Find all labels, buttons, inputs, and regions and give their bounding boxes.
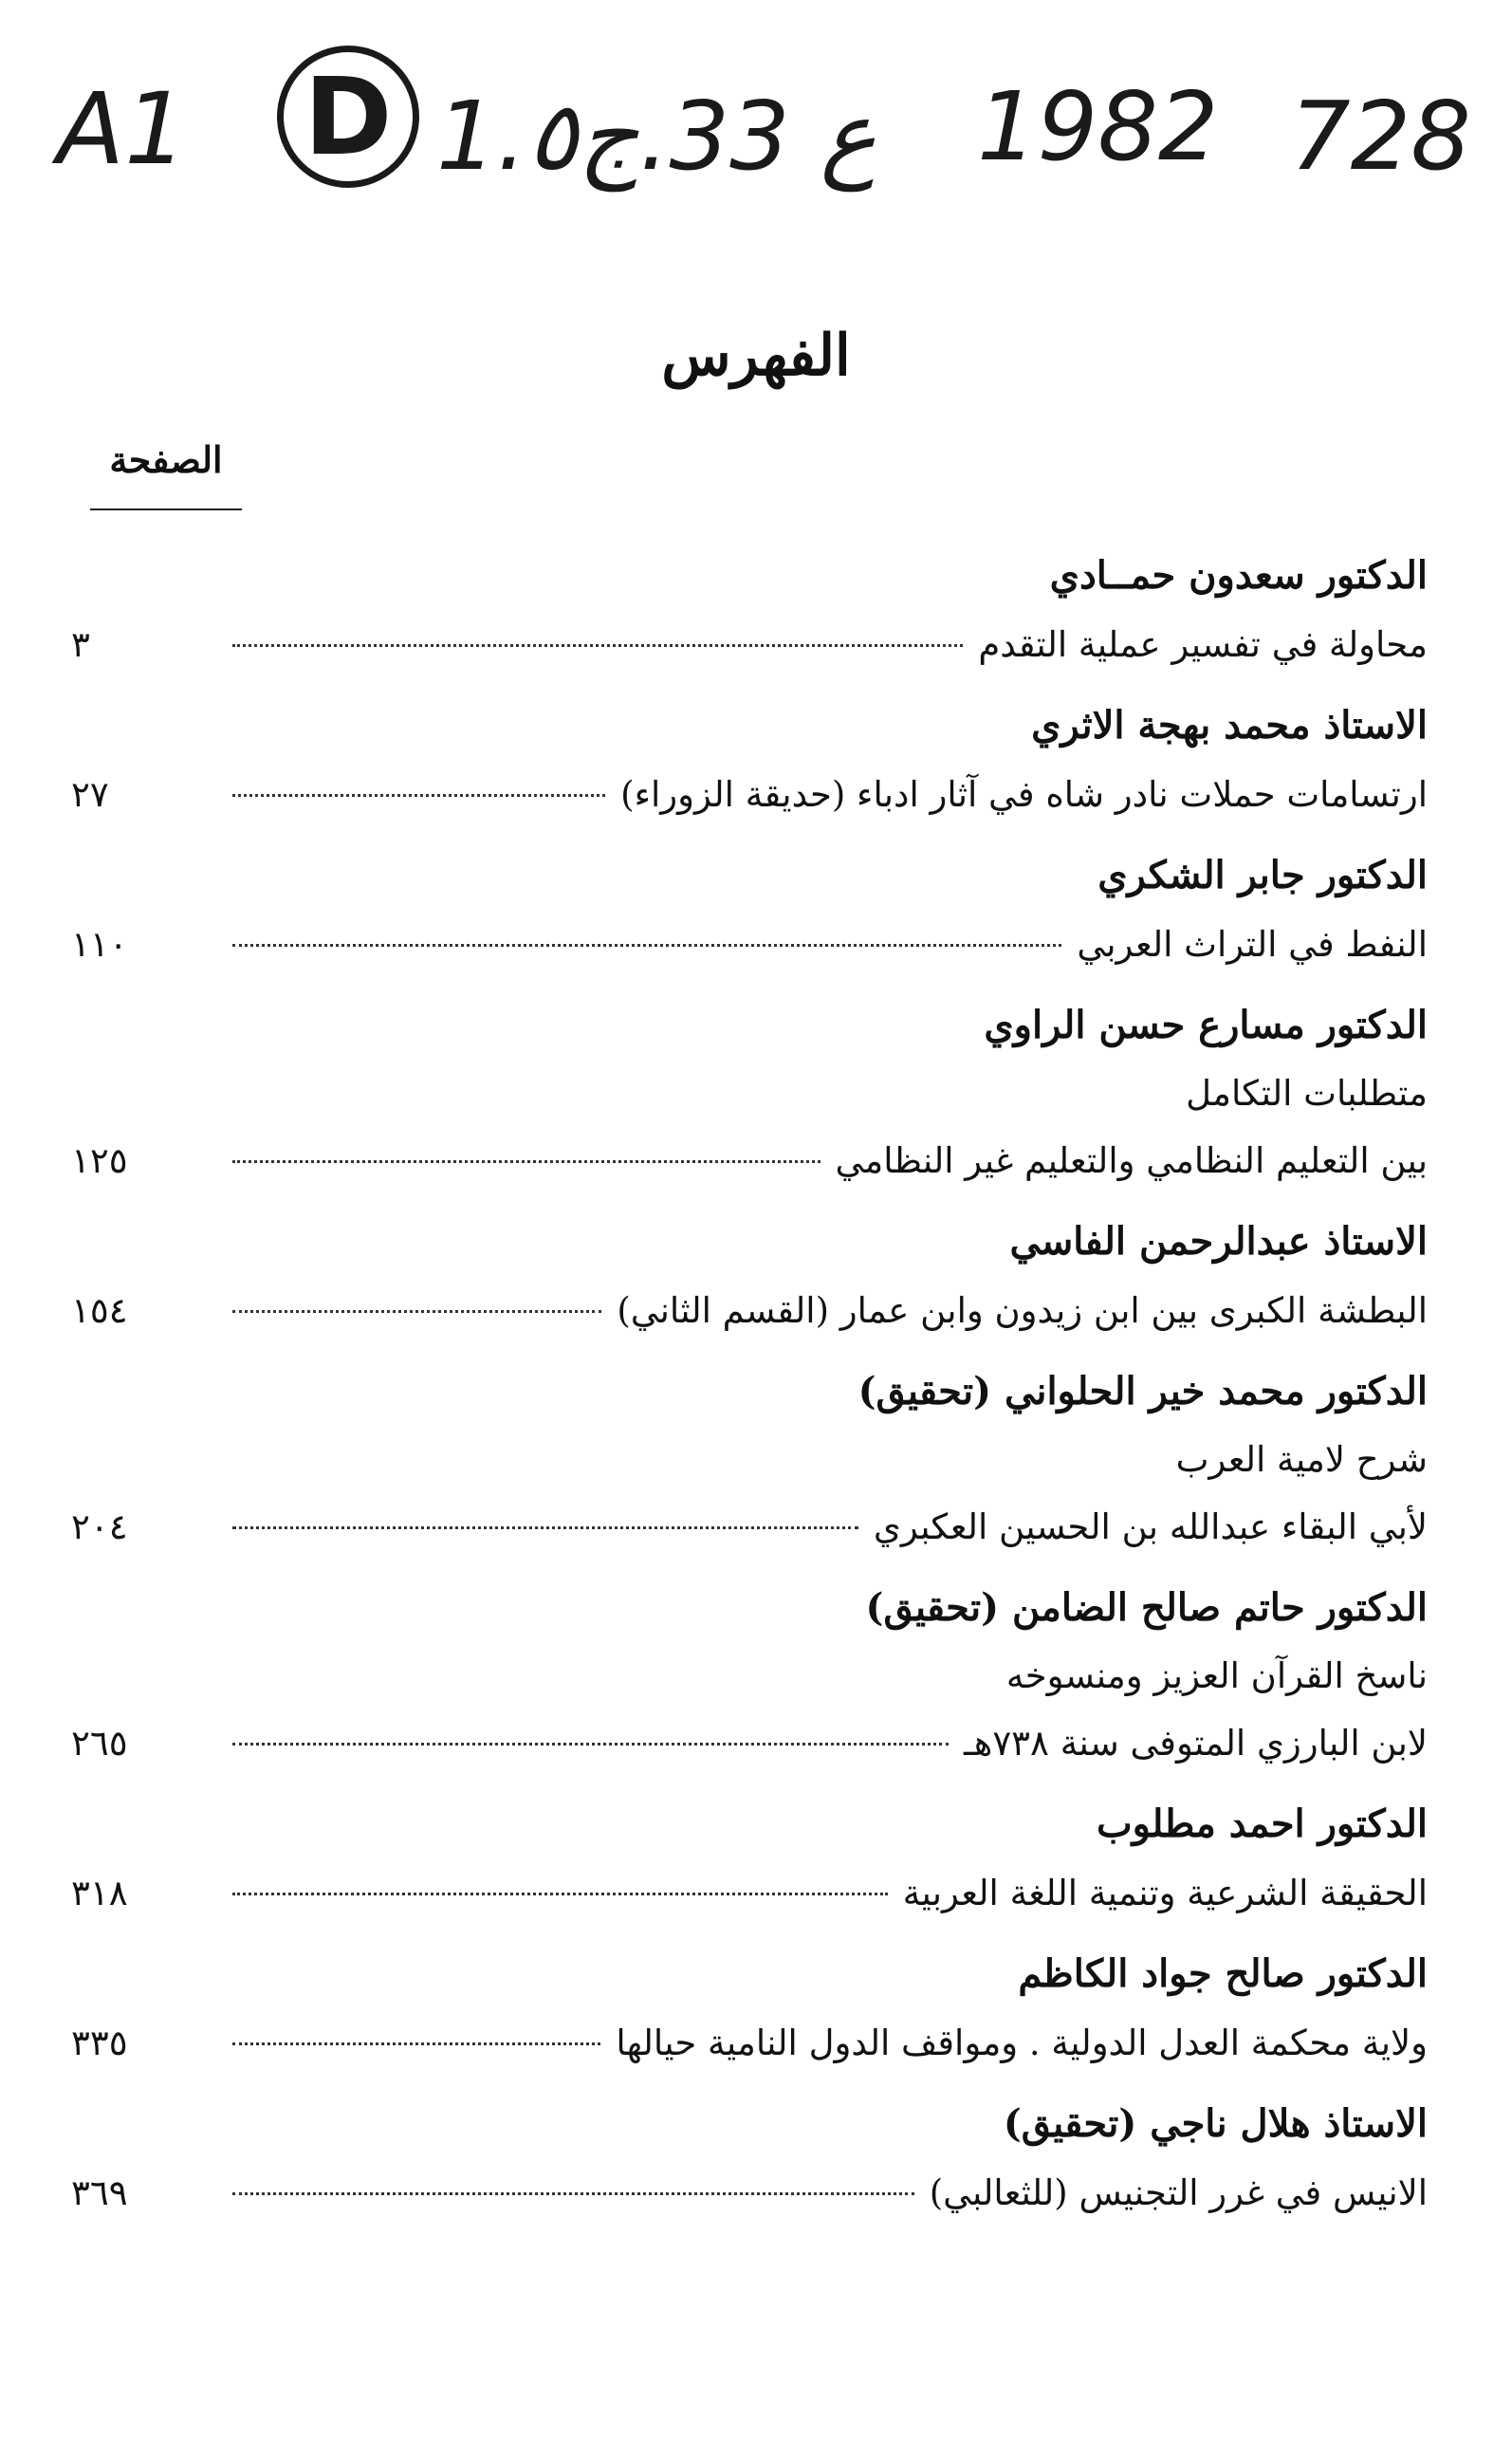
entry-title-line: [71, 1859, 1428, 1928]
entry-title: لابن البارزي المتوفى سنة ٧٣٨هـ: [963, 1723, 1428, 1764]
entry-author: الدكتور صالح جواد الكاظم: [1018, 1951, 1428, 1996]
entry-title: محاولة في تفسير عملية التقدم: [978, 624, 1428, 665]
toc-entry: [71, 2089, 1428, 2227]
entry-title: النفط في التراث العربي: [1077, 924, 1428, 965]
entry-title: الانيس في غرر التجنيس (للثعالبي): [929, 2172, 1428, 2213]
entry-title: الحقيقة الشرعية وتنمية اللغة العربية: [902, 1873, 1428, 1913]
entry-title-line: [71, 1709, 1428, 1778]
entry-author: الاستاذ عبدالرحمن الفاسي: [1009, 1219, 1428, 1264]
entry-title-line: [71, 911, 1428, 979]
dot-leader: [232, 2192, 914, 2195]
toc-entry: [71, 1939, 1428, 2078]
entry-subtitle: ناسخ القرآن العزيز ومنسوخه: [1005, 1655, 1428, 1696]
page-title: الفهرس: [661, 323, 851, 389]
toc-entry: [71, 1207, 1428, 1345]
handwritten-year: 1982: [977, 71, 1219, 182]
entry-title-line: [71, 1493, 1428, 1561]
entry-title: بين التعليم النظامي والتعليم غير النظامي: [835, 1140, 1428, 1181]
entry-author: الدكتور حاتم صالح الضامن (تحقيق): [865, 1585, 1428, 1630]
toc-entry: [71, 541, 1428, 679]
handwritten-prefix: A1: [57, 71, 188, 187]
dot-leader: [232, 944, 1061, 947]
entry-author: الدكتور احمد مطلوب: [1096, 1802, 1428, 1846]
stamp-letter: D: [304, 56, 393, 179]
entry-page-number: ١٥٤: [71, 1290, 128, 1331]
toc-entry: [71, 1357, 1428, 1561]
entry-author: الاستاذ هلال ناجي (تحقيق): [1003, 2101, 1428, 2146]
entry-title: ارتسامات حملات نادر شاه في آثار ادباء (حديقة الزوراء): [620, 774, 1428, 815]
dot-leader: [232, 1743, 949, 1746]
entry-page-number: ٢٦٥: [71, 1723, 128, 1764]
dot-leader: [232, 2042, 600, 2045]
toc-entry: [71, 990, 1428, 1195]
entry-author: الدكتور سعدون حمــادي: [1049, 553, 1428, 598]
entry-page-number: ١١٠: [71, 924, 128, 965]
handwritten-number: 728: [1290, 81, 1471, 192]
entry-page-number: ٣: [71, 624, 90, 665]
entry-title-line: [71, 2009, 1428, 2078]
entry-title-line: [71, 611, 1428, 679]
entry-page-number: ٣٦٩: [71, 2172, 128, 2213]
entry-page-number: ٢٧: [71, 774, 109, 815]
entry-page-number: ٢٠٤: [71, 1506, 128, 1547]
table-of-contents: [71, 541, 1428, 2239]
dot-leader: [232, 1893, 888, 1895]
dot-leader: [232, 1526, 858, 1529]
toc-entry: [71, 691, 1428, 829]
entry-subtitle: شرح لامية العرب: [1175, 1439, 1428, 1480]
dot-leader: [232, 1310, 601, 1313]
circled-stamp: [277, 46, 419, 188]
entry-page-number: ٣٣٥: [71, 2023, 128, 2063]
entry-page-number: ٣١٨: [71, 1873, 128, 1913]
entry-title-line: [71, 761, 1428, 829]
page-column-header: الصفحة: [109, 438, 223, 481]
entry-subtitle: متطلبات التكامل: [1186, 1073, 1428, 1114]
entry-title: لأبي البقاء عبدالله بن الحسين العكبري: [873, 1506, 1428, 1547]
entry-author: الدكتور مسارع حسن الراوي: [984, 1003, 1428, 1047]
entry-author: الدكتور محمد خير الحلواني (تحقيق): [857, 1369, 1428, 1414]
toc-entry: [71, 1573, 1428, 1778]
handwritten-reference: 1.ع 33.ج٥: [436, 81, 877, 192]
handwritten-annotation: [38, 38, 1480, 209]
entry-author: الدكتور جابر الشكري: [1097, 853, 1428, 897]
entry-title: البطشة الكبرى بين ابن زيدون وابن عمار (القسم الثاني): [617, 1290, 1428, 1331]
toc-entry: [71, 841, 1428, 979]
dot-leader: [232, 1160, 821, 1163]
dot-leader: [232, 644, 963, 647]
header-underline: [90, 508, 242, 510]
entry-title-line: [71, 1277, 1428, 1345]
dot-leader: [232, 794, 605, 797]
toc-entry: [71, 1789, 1428, 1928]
entry-title-line: [71, 1127, 1428, 1195]
entry-title-line: [71, 2159, 1428, 2227]
entry-title: ولاية محكمة العدل الدولية . ومواقف الدول النامية حيالها: [616, 2023, 1428, 2063]
entry-author: الاستاذ محمد بهجة الاثري: [1031, 703, 1428, 748]
entry-page-number: ١٢٥: [71, 1140, 128, 1181]
